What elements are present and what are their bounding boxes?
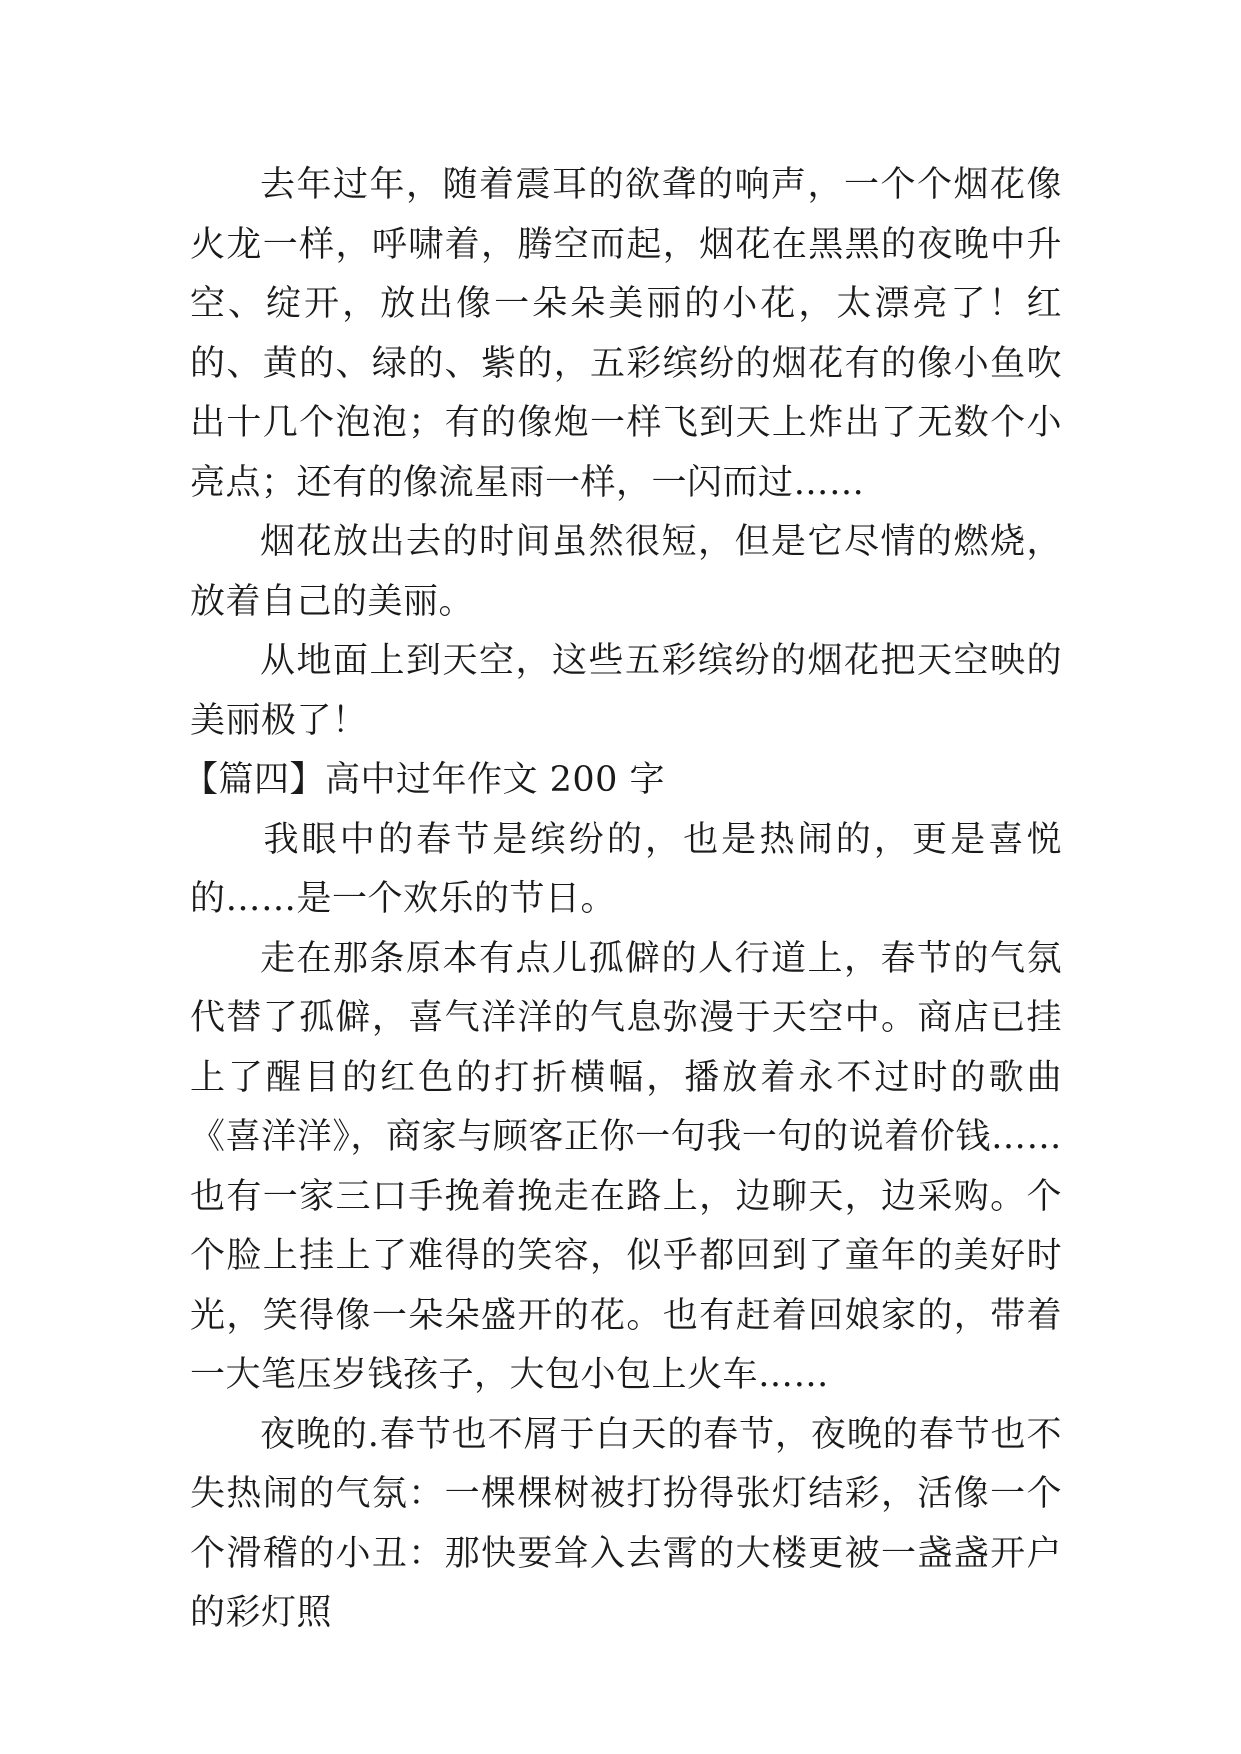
- paragraph-spring-festival-intro: 我眼中的春节是缤纷的，也是热闹的，更是喜悦的……是一个欢乐的节日。: [190, 819, 1062, 919]
- paragraph-street-scene: 走在那条原本有点儿孤僻的人行道上，春节的气氛代替了孤僻，喜气洋洋的气息弥漫于天空中。商店已挂上了醒目的红色的打折横幅，播放着永不过时的歌曲《喜洋洋》，商家与顾客正你一句我一句的说着价钱……也有一家三口手挽着挽走在路上，边聊天，边采购。个个脸上挂上了难得的笑容，似乎都回到了童年的美好时光，笑得像一朵朵盛开的花。也有赶着回娘家的，带着一大笔压岁钱孩子，大包小包上火车……: [190, 938, 1062, 1395]
- paragraph-fireworks-brief: 烟花放出去的时间虽然很短，但是它尽情的燃烧，放着自己的美丽。: [190, 522, 1062, 622]
- paragraph-night-scene: 夜晚的.春节也不屑于白天的春节，夜晚的春节也不失热闹的气氛：一棵棵树被打扮得张灯结彩，活像一个个滑稽的小丑：那快要耸入去霄的大楼更被一盏盏开户的彩灯照: [190, 1414, 1062, 1633]
- section-heading: 【篇四】高中过年作文 200 字: [183, 760, 666, 800]
- paragraph-fireworks-sky: 从地面上到天空，这些五彩缤纷的烟花把天空映的美丽极了！: [190, 641, 1062, 741]
- paragraph-fireworks: 去年过年，随着震耳的欲聋的响声，一个个烟花像火龙一样，呼啸着，腾空而起，烟花在黑黑的夜晚中升空、绽开，放出像一朵朵美丽的小花，太漂亮了！红的、黄的、绿的、紫的，五彩缤纷的烟花有的像小鱼吹出十几个泡泡；有的像炮一样飞到天上炸出了无数个小亮点；还有的像流星雨一样，一闪而过……: [190, 165, 1062, 503]
- document-body: [183, 156, 1062, 1644]
